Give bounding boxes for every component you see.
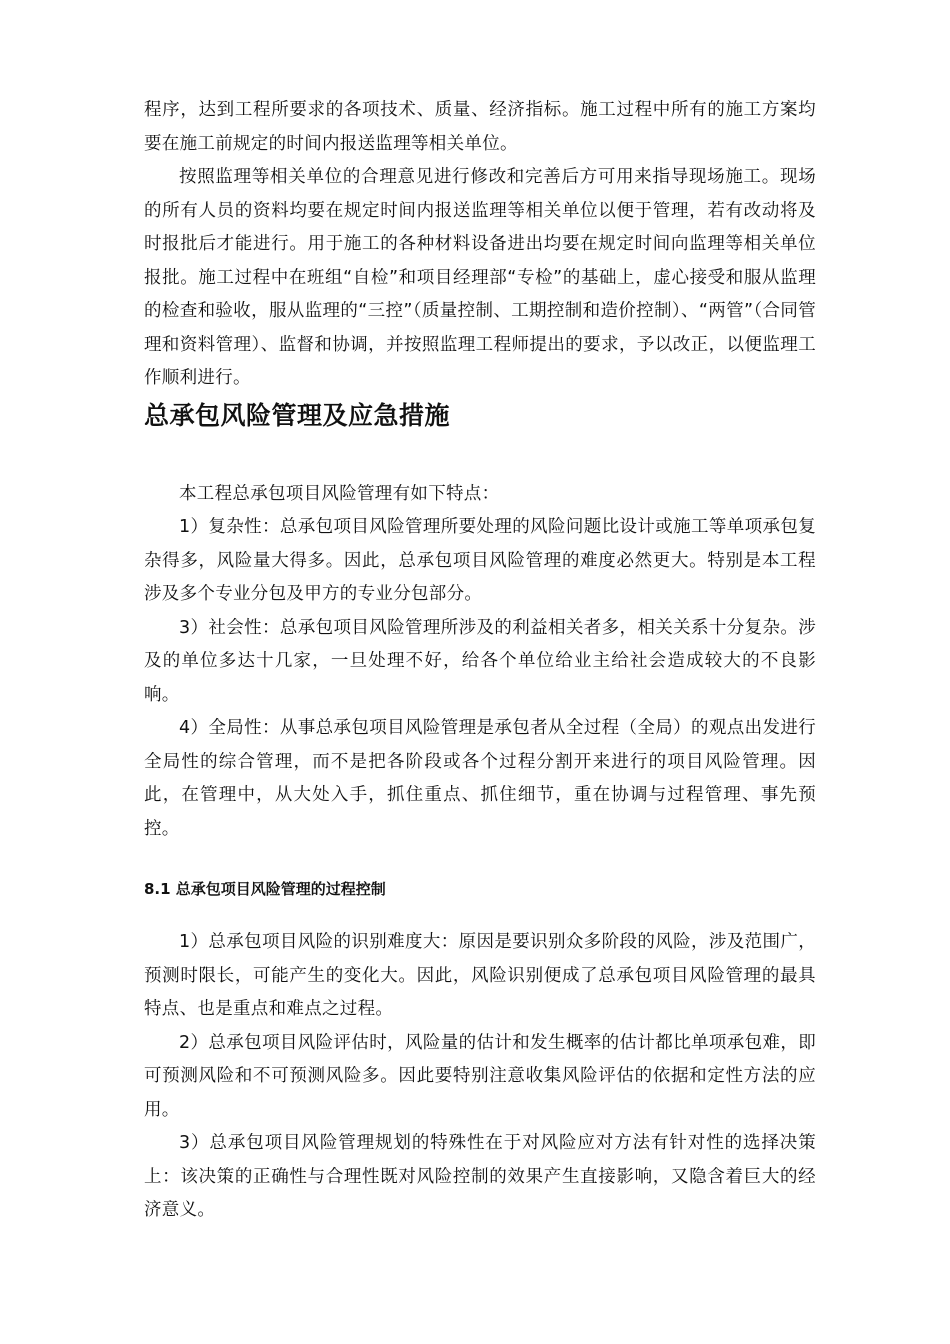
list-item-planning: 3）总承包项目风险管理规划的特殊性在于对风险应对方法有针对性的选择决策上：该决策的正确性与合理性既对风险控制的效果产生直接影响，又隐含着巨大的经济意义。 bbox=[144, 1133, 816, 1220]
list-item-complexity: 1）复杂性：总承包项目风险管理所要处理的风险问题比设计或施工等单项承包复杂得多，风险量大得多。因此，总承包项目风险管理的难度必然更大。特别是本工程涉及多个专业分包及甲方的专业分包部分。 bbox=[144, 517, 816, 604]
list-item-assessment: 2）总承包项目风险评估时，风险量的估计和发生概率的估计都比单项承包难，即可预测风险和不可预测风险多。因此要特别注意收集风险评估的依据和定性方法的应用。 bbox=[144, 1032, 816, 1120]
spacer bbox=[144, 902, 816, 926]
body-paragraph: 程序，达到工程所要求的各项技术、质量、经济指标。施工过程中所有的施工方案均要在施工前规定的时间内报送监理等相关单位。 bbox=[144, 100, 816, 154]
list-item-identification: 1）总承包项目风险的识别难度大：原因是要识别众多阶段的风险，涉及范围广，预测时限长，可能产生的变化大。因此，风险识别便成了总承包项目风险管理的最具特点、也是重点和难点之过程。 bbox=[144, 932, 816, 1019]
spacer bbox=[144, 846, 816, 876]
subsection-heading: 8.1 总承包项目风险管理的过程控制 bbox=[144, 880, 386, 898]
spacer bbox=[144, 436, 816, 478]
list-item-global: 4）全局性：从事总承包项目风险管理是承包者从全过程（全局）的观点出发进行全局性的综合管理，而不是把各阶段或各个过程分割开来进行的项目风险管理。因此，在管理中，从大处入手，抓住重点、抓住细节，重在协调与过程管理、事先预控。 bbox=[144, 718, 816, 839]
list-item-social: 3）社会性：总承包项目风险管理所涉及的利益相关者多，相关关系十分复杂。涉及的单位多达十几家，一旦处理不好，给各个单位给业主给社会造成较大的不良影响。 bbox=[144, 617, 816, 705]
body-paragraph: 本工程总承包项目风险管理有如下特点： bbox=[179, 483, 500, 504]
body-paragraph: 按照监理等相关单位的合理意见进行修改和完善后方可用来指导现场施工。现场的所有人员的资料均要在规定时间内报送监理等相关单位以便于管理，若有改动将及时报批后才能进行。用于施工的各种材料设备进出均要在规定时间向监理等相关单位报批。施工过程中在班组“自检”和项目经理部“专检”的基础上，虚心接受和服从监理的检查和验收，服从监理的“三控”（质量控制、工期控制和造价控制）、“两管”（合同管理和资料管理）、监督和协调，并按照监理工程师提出的要求，予以改正，以便监理工作顺利进行。 bbox=[144, 167, 816, 388]
document-body bbox=[144, 94, 816, 1228]
section-heading: 总承包风险管理及应急措施 bbox=[144, 400, 451, 430]
